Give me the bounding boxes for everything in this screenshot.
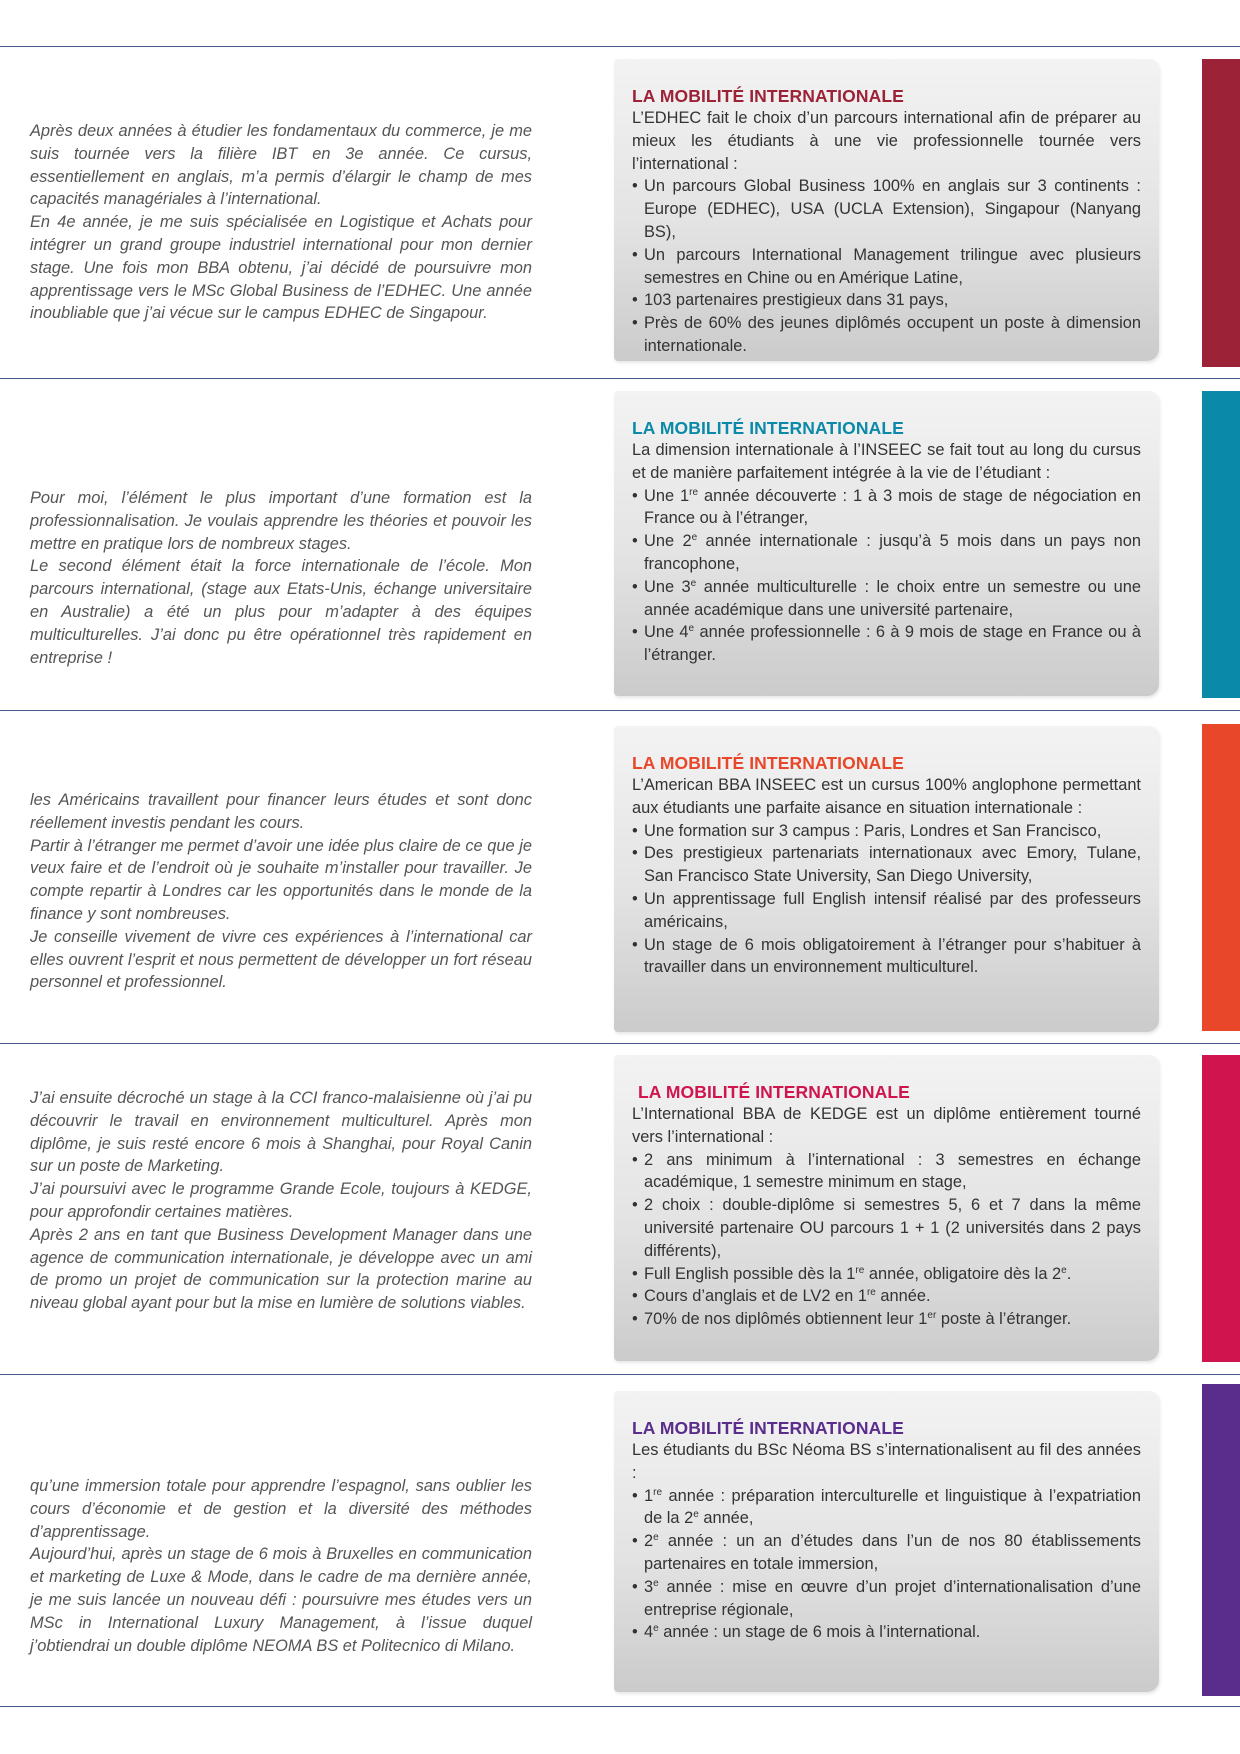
accent-bar — [1202, 1384, 1240, 1696]
mobility-bullet: • 1re année : préparation interculturelle et linguistique à l’expatriation de la 2e année, — [632, 1485, 1141, 1531]
mobility-box — [614, 391, 1159, 696]
mobility-intro: L’International BBA de KEDGE est un diplôme entièrement tourné vers l’international : — [632, 1105, 1141, 1146]
mobility-intro: L’EDHEC fait le choix d’un parcours international afin de préparer au mieux les étudiants à une vie professionnelle tournée vers l’international : — [632, 109, 1141, 173]
mobility-intro: La dimension internationale à l’INSEEC se fait tout au long du cursus et de manière parfaitement intégrée à la vie de l’étudiant : — [632, 441, 1141, 482]
mobility-bullet: • Cours d’anglais et de LV2 en 1re année. — [632, 1285, 1141, 1308]
mobility-list — [632, 175, 1141, 357]
section-divider — [0, 710, 1240, 711]
mobility-list — [632, 1485, 1141, 1645]
section-divider — [0, 1374, 1240, 1375]
mobility-box — [614, 59, 1159, 361]
section-divider — [0, 46, 1240, 47]
mobility-bullet: • Un apprentissage full English intensif réalisé par des professeurs américains, — [632, 888, 1141, 934]
mobility-bullet: • Une 1re année découverte : 1 à 3 mois de stage de négociation en France ou à l’étranger, — [632, 485, 1141, 531]
mobility-bullet: • Une 3e année multiculturelle : le choix entre un semestre ou une année académique dans une université partenaire, — [632, 576, 1141, 622]
mobility-bullet: • Un parcours International Management trilingue avec plusieurs semestres en Chine ou en Amérique Latine, — [632, 244, 1141, 290]
testimonial-text — [30, 789, 532, 994]
mobility-bullet: • Full English possible dès la 1re année, obligatoire dès la 2e. — [632, 1263, 1141, 1286]
mobility-intro: L’American BBA INSEEC est un cursus 100% anglophone permettant aux étudiants une parfaite aisance en situation internationale : — [632, 776, 1141, 817]
mobility-list — [632, 1149, 1141, 1331]
testimonial-paragraph: J’ai poursuivi avec le programme Grande Ecole, toujours à KEDGE, pour approfondir certaines matières. — [30, 1180, 532, 1221]
mobility-box — [614, 1391, 1159, 1692]
testimonial-text — [30, 487, 532, 669]
mobility-list — [632, 485, 1141, 667]
mobility-title: LA MOBILITÉ INTERNATIONALE — [632, 1418, 904, 1438]
mobility-title: LA MOBILITÉ INTERNATIONALE — [638, 1082, 910, 1102]
accent-bar — [1202, 59, 1240, 367]
accent-bar — [1202, 1055, 1240, 1362]
testimonial-text — [30, 120, 532, 325]
mobility-bullet: • Un stage de 6 mois obligatoirement à l’étranger pour s’habituer à travailler dans un environnement multiculturel. — [632, 934, 1141, 980]
testimonial-paragraph: qu’une immersion totale pour apprendre l’espagnol, sans oublier les cours d’économie et de gestion et la diversité des méthodes d’apprentissage. — [30, 1477, 532, 1541]
mobility-bullet: • Un parcours Global Business 100% en anglais sur 3 continents : Europe (EDHEC), USA (UCLA Extension), Singapour (Nanyang BS), — [632, 175, 1141, 243]
testimonial-text — [30, 1087, 532, 1315]
section-divider — [0, 378, 1240, 379]
testimonial-paragraph: Pour moi, l’élément le plus important d’une formation est la professionnalisation. Je voulais apprendre les théories et pouvoir les mettre en pratique lors de nombreux stages. — [30, 489, 532, 553]
testimonial-paragraph: Le second élément était la force internationale de l’école. Mon parcours international, (stage aux Etats-Unis, échange universitaire en Australie) a été un plus pour m’adapter à des équipes multiculturelles. J’ai donc pu être opérationnel très rapidement en entreprise ! — [30, 557, 532, 667]
mobility-bullet: • 2e année : un an d’études dans l’un de nos 80 établissements partenaires en totale immersion, — [632, 1530, 1141, 1576]
testimonial-text — [30, 1475, 532, 1657]
mobility-box — [614, 726, 1159, 1032]
testimonial-paragraph: les Américains travaillent pour financer leurs études et sont donc réellement investis pendant les cours. — [30, 791, 532, 832]
testimonial-paragraph: J’ai ensuite décroché un stage à la CCI franco-malaisienne où j’ai pu découvrir le travail en environnement multiculturel. Après mon diplôme, je suis resté encore 6 mois à Shanghai, pour Royal Canin sur un poste de Marketing. — [30, 1089, 532, 1176]
mobility-bullet: • Une formation sur 3 campus : Paris, Londres et San Francisco, — [632, 820, 1141, 843]
accent-bar — [1202, 391, 1240, 698]
testimonial-paragraph: Aujourd’hui, après un stage de 6 mois à Bruxelles en communication et marketing de Luxe & Mode, dans le cadre de ma dernière année, je me suis lancée un nouveau défi : poursuivre mes études vers un MSc in International Luxury Management, à l’issue duquel j’obtiendrai un double diplôme NEOMA BS et Politecnico di Milano. — [30, 1545, 532, 1655]
mobility-bullet: • 4e année : un stage de 6 mois à l’international. — [632, 1621, 1141, 1644]
mobility-bullet: • 103 partenaires prestigieux dans 31 pays, — [632, 289, 1141, 312]
mobility-box — [614, 1055, 1159, 1361]
mobility-bullet: • Une 4e année professionnelle : 6 à 9 mois de stage en France ou à l’étranger. — [632, 621, 1141, 667]
section-divider — [0, 1706, 1240, 1707]
testimonial-paragraph: Partir à l’étranger me permet d’avoir une idée plus claire de ce que je veux faire et de l’endroit où je souhaite m’installer pour travailler. Je compte repartir à Londres car les opportunités dans le monde de la finance y sont nombreuses. — [30, 836, 532, 923]
mobility-bullet: • 2 ans minimum à l’international : 3 semestres en échange académique, 1 semestre minimum en stage, — [632, 1149, 1141, 1195]
mobility-title: LA MOBILITÉ INTERNATIONALE — [632, 753, 904, 773]
mobility-bullet: • 3e année : mise en œuvre d’un projet d’internationalisation d’une entreprise régionale, — [632, 1576, 1141, 1622]
testimonial-paragraph: Après 2 ans en tant que Business Development Manager dans une agence de communication internationale, je développe avec un ami de promo un projet de communication sur la protection marine au niveau global ayant pour but la mise en lumière de solutions viables. — [30, 1225, 532, 1313]
mobility-title: LA MOBILITÉ INTERNATIONALE — [632, 86, 904, 106]
mobility-bullet: • Près de 60% des jeunes diplômés occupent un poste à dimension internationale. — [632, 312, 1141, 358]
mobility-bullet: • 2 choix : double-diplôme si semestres 5, 6 et 7 dans la même université partenaire OU parcours 1 + 1 (2 universités dans 2 pays différents), — [632, 1194, 1141, 1262]
testimonial-paragraph: Je conseille vivement de vivre ces expériences à l’international car elles ouvrent l’esprit et nous permettent de développer un fort réseau personnel et professionnel. — [30, 927, 532, 992]
mobility-bullet: • Une 2e année internationale : jusqu’à 5 mois dans un pays non francophone, — [632, 530, 1141, 576]
section-divider — [0, 1043, 1240, 1044]
mobility-bullet: • Des prestigieux partenariats internationaux avec Emory, Tulane, San Francisco State University, San Diego University, — [632, 842, 1141, 888]
mobility-bullet: • 70% de nos diplômés obtiennent leur 1er poste à l’étranger. — [632, 1308, 1141, 1331]
testimonial-paragraph: Après deux années à étudier les fondamentaux du commerce, je me suis tournée vers la filière IBT en 3e année. Ce cursus, essentiellement en anglais, m’a permis d’élargir le champ de mes capacités managériales à l’international. — [30, 122, 532, 209]
accent-bar — [1202, 724, 1240, 1031]
mobility-intro: Les étudiants du BSc Néoma BS s’internationalisent au fil des années : — [632, 1441, 1141, 1482]
mobility-title: LA MOBILITÉ INTERNATIONALE — [632, 418, 904, 438]
mobility-list — [632, 820, 1141, 980]
testimonial-paragraph: En 4e année, je me suis spécialisée en Logistique et Achats pour intégrer un grand groupe industriel international pour mon dernier stage. Une fois mon BBA obtenu, j’ai décidé de poursuivre mon apprentissage vers le MSc Global Business de l’EDHEC. Une année inoubliable que j’ai vécue sur le campus EDHEC de Singapour. — [30, 213, 532, 323]
